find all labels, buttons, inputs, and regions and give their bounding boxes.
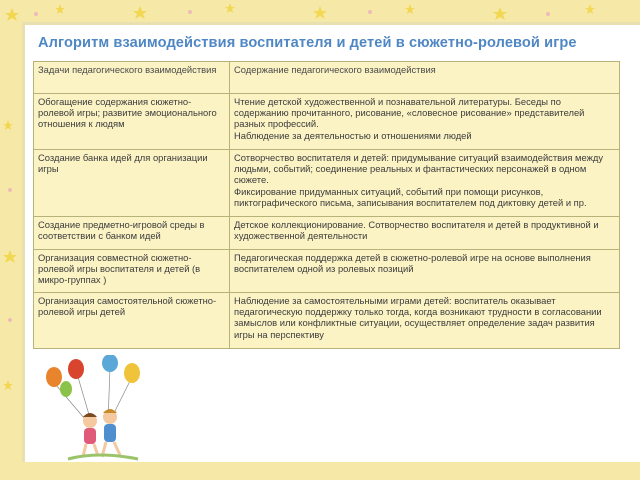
star-icon (313, 6, 327, 19)
content-cell (230, 250, 620, 293)
children-balloons-illustration (38, 355, 158, 465)
balloon-icon (60, 381, 72, 397)
header-cell-tasks: Задачи педагогического взаимодействия (34, 62, 230, 94)
task-cell: Организация совместной сюжетно-ролевой игры воспитателя и детей (в микро-группах ) (34, 250, 230, 293)
table-row (34, 293, 620, 349)
table-row (34, 94, 620, 150)
table-row (34, 250, 620, 293)
star-icon (225, 3, 235, 13)
content-line: Чтение детской художественной и познавательной литературы. Беседы по содержанию прочитанного, рисование, «словесное рисование» представителей разных профессий. (234, 96, 585, 130)
star-icon (3, 380, 13, 390)
table-row (34, 217, 620, 250)
balloon-icon (124, 363, 140, 383)
star-icon (585, 4, 595, 14)
star-icon (493, 7, 507, 20)
slide-title: Алгоритм взаимодействия воспитателя и детей в сюжетно-ролевой игре (38, 35, 577, 51)
task-cell: Создание банка идей для организации игры (34, 150, 230, 217)
star-icon (133, 6, 147, 19)
task-cell: Организация самостоятельной сюжетно-ролевой игры детей (34, 293, 230, 349)
balloon-icon (68, 359, 84, 379)
balloon-icon (102, 355, 118, 372)
content-cell (230, 293, 620, 349)
content-line: Педагогическая поддержка детей в сюжетно-ролевой игре на основе выполнения воспитателем одной из ролевых позиций (234, 252, 591, 275)
content-cell (230, 217, 620, 250)
task-cell: Создание предметно-игровой среды в соответствии с банком идей (34, 217, 230, 250)
table-row (34, 150, 620, 217)
star-icon (5, 8, 19, 21)
content-line: Наблюдение за деятельностью и отношениями людей (234, 129, 472, 141)
content-line: Детское коллекционирование. Сотворчество воспитателя и детей в продуктивной и художественной деятельности (234, 219, 599, 242)
balloon-icon (46, 367, 62, 387)
content-cell (230, 94, 620, 150)
content-cell (230, 150, 620, 217)
star-icon (55, 4, 65, 14)
content-line: Фиксирование придуманных ситуаций, событий при помощи рисунков, пиктографического письма, записывания воспитателем под диктовку детей и пр. (234, 185, 587, 208)
table-header-row (34, 62, 620, 94)
content-line: Наблюдение за самостоятельными играми детей: воспитатель оказывает педагогическую поддержку только тогда, когда возникают трудности в согласовании замыслов или конфликтные ситуации, осуществляет определение задач развития игры на перспективу (234, 295, 602, 340)
star-icon (405, 4, 415, 14)
content-line: Сотворчество воспитателя и детей: придумывание ситуаций взаимодействия между людьми, событий; соединение реальных и фантастических персонажей в одном сюжете. (234, 152, 604, 186)
header-cell-content: Содержание педагогического взаимодействия (230, 62, 620, 94)
star-icon (3, 250, 17, 263)
interaction-table (33, 61, 620, 349)
star-icon (3, 120, 13, 130)
task-cell: Обогащение содержания сюжетно-ролевой игры; развитие эмоционального отношения к людям (34, 94, 230, 150)
